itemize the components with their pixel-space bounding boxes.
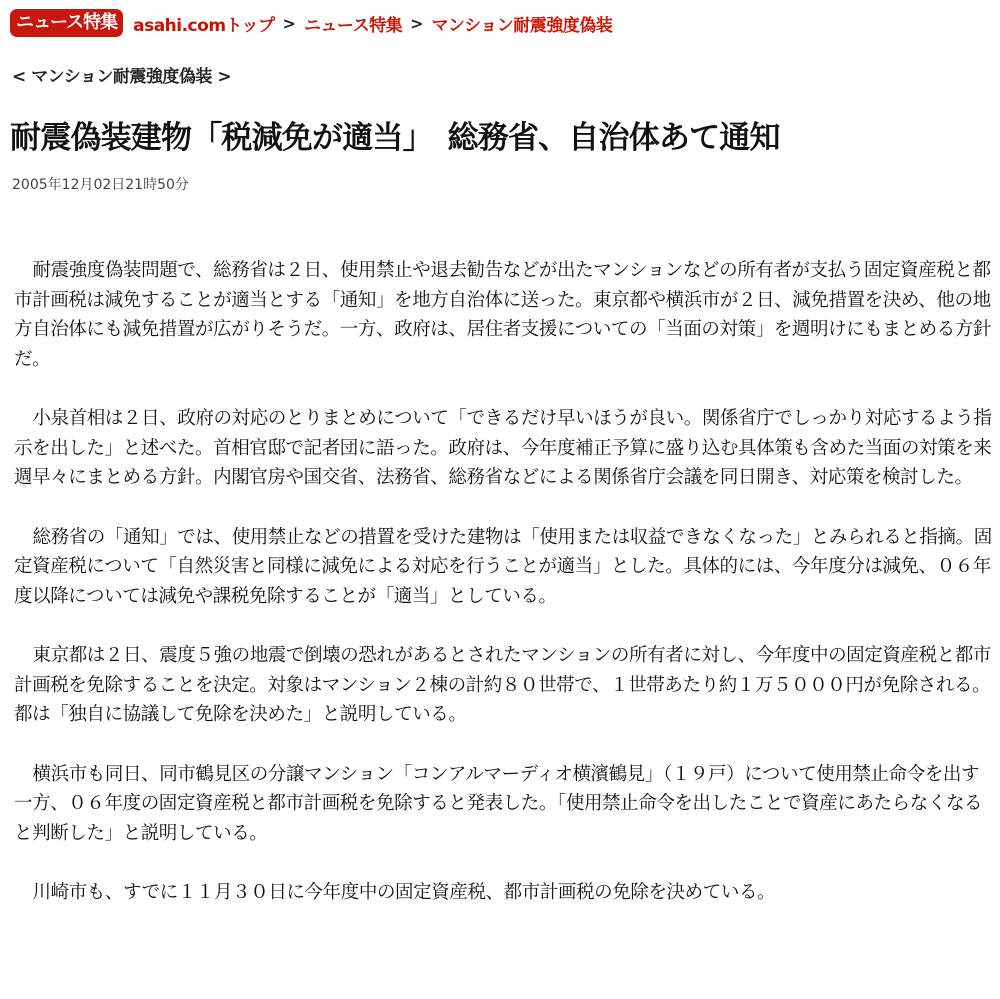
section-link[interactable]: < マンション耐震強度偽装 > <box>12 67 232 87</box>
breadcrumb-topic-link[interactable]: マンション耐震強度偽装 <box>431 15 613 36</box>
article-timestamp: 2005年12月02日21時50分 <box>12 177 189 193</box>
article-headline: 耐震偽装建物「税減免が適当」 総務省、自治体あて通知 <box>10 120 780 156</box>
article-paragraph: 東京都は２日、震度５強の地震で倒壊の恐れがあるとされたマンションの所有者に対し、今年度中の固定資産税と都市計画税を免除することを決定。対象はマンション２棟の計約８０世帯で、１世帯あたり約１万５０００円が免除される。都は「独自に協議して免除を決めた」と説明している。 <box>14 645 991 725</box>
article-paragraph: 川崎市も、すでに１１月３０日に今年度中の固定資産税、都市計画税の免除を決めている。 <box>32 882 776 903</box>
article-paragraph: 小泉首相は２日、政府の対応のとりまとめについて「できるだけ早いほうが良い。関係省庁でしっかり対応するよう指示を出した」と述べた。首相官邸で記者団に語った。政府は、今年度補正予算に盛り込む具体策も含めた当面の対策を来週早々にまとめる方針。内閣官房や国交省、法務省、総務省などによる関係省庁会議を同日開き、対応策を検討した。 <box>14 408 992 488</box>
article-paragraph: 横浜市も同日、同市鶴見区の分譲マンション「コンアルマーディオ横濱鶴見」（１９戸）について使用禁止命令を出す一方、０６年度の固定資産税と都市計画税を免除すると発表した。「使用禁止命令を出したことで資産にあたらなくなると判断した」と説明している。 <box>14 763 983 844</box>
breadcrumb <box>10 8 612 38</box>
breadcrumb-separator: > <box>410 13 424 33</box>
article-paragraph: 耐震強度偽装問題で、総務省は２日、使用禁止や退去勧告などが出たマンションなどの所有者が支払う固定資産税と都市計画税は減免することが適当とする「通知」を地方自治体に送った。東京都や横浜市が２日、減免措置を決め、他の地方自治体にも減免措置が広がりそうだ。一方、政府は、居住者支援についての「当面の対策」を週明けにもまとめる方針だ。 <box>14 260 992 370</box>
breadcrumb-separator: > <box>282 13 296 33</box>
article-paragraph: 総務省の「通知」では、使用禁止などの措置を受けた建物は「使用または収益できなくなった」とみられると指摘。固定資産税について「自然災害と同様に減免による対応を行うことが適当」とした。具体的には、今年度分は減免、０６年度以降については減免や課税免除することが「適当」としている。 <box>14 526 992 607</box>
breadcrumb-news-link[interactable]: ニュース特集 <box>303 15 403 36</box>
article-body <box>14 256 994 938</box>
news-special-badge[interactable]: ニュース特集 <box>10 9 123 37</box>
breadcrumb-top-link[interactable]: asahi.comトップ <box>133 15 275 36</box>
